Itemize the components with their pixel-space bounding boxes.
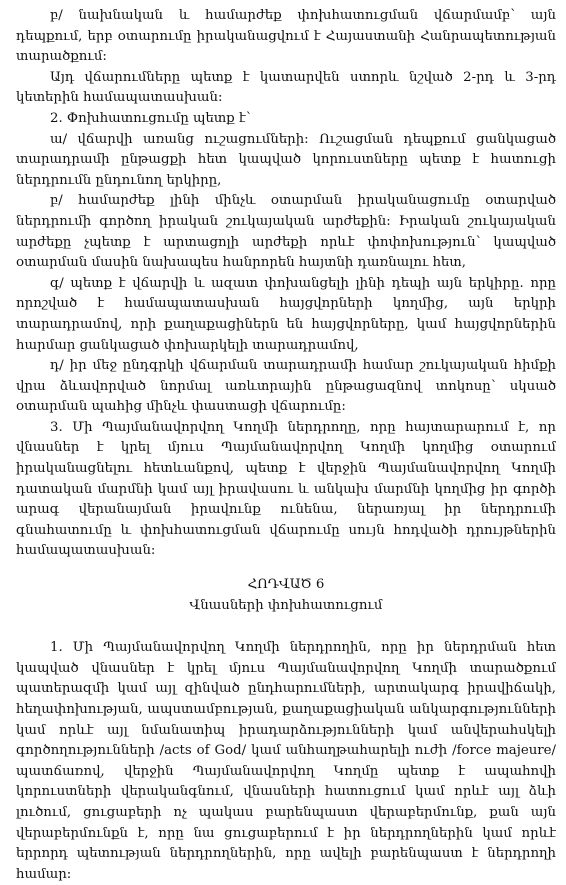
paragraph-2-heading: 2. Փոխհատուցումը պետք է՝ xyxy=(50,110,251,126)
paragraph-payments-clauses: Այդ վճարումները պետք է կատարվեն ստորև նշված 2-րդ և 3-րդ կետերին համապատասխան: xyxy=(16,69,556,106)
paragraph-2d: դ/ իր մեջ ընդգրկի վճարման տարադրամի համար շուկայական հիմքի վրա ձևավորված նորմալ առևտրային ընթացազնով տոկոսը՝ սկսած օտարման պահից մինչև փաստացի վճարումը: xyxy=(16,358,556,415)
paragraph-3: 3. Մի Պայմանավորվող Կողմի ներդրողը, որը հայտարարում է, որ վնասներ է կրել մյուս Պայմանավորվող Կողմի կողմից օտարում իրականացնելու հետևանքով, պետք է վերջին Պայմանավորվող Կողմի դատական մարմնի կամ այլ իրավասու և անկախ մարմնի կողմից իր գործի արագ վերանայման իրավունք ունենա, ներառյալ իր ներդրումի գնահատումը և փոխհատուցման վճարումը սույն հոդվածի դրույթներին համապատասխան: xyxy=(16,419,556,559)
article-subtitle: Վնասների փոխհատուցում xyxy=(189,597,383,613)
paragraph-2b: բ/ համարժեք լինի մինչև օտարման իրականացումը օտարված ներդրումի գործող իրական շուկայական արժեքին: Իրական շուկայական արժեքը չպետք է արտացոլի արժեքի որևէ փոփոխություն՝ կապված օտարման մասին նախապես հանրորեն հայտնի դառնալու հետ, xyxy=(16,193,556,271)
paragraph-2a: ա/ վճարվի առանց ուշացումների: Ուշացման դեպքում ցանկացած տարադրամի ընթացքի հետ կապված կորուստները պետք է հատուցի ներդրումն ընդունող երկիրը, xyxy=(16,131,556,188)
paragraph-article6-1: 1. Մի Պայմանավորվող Կողմի ներդրողին, որը իր ներդրման հետ կապված վնասներ է կրել մյուս Պայմանավորվող Կողմի տարածքում պատերազմի կամ այլ զինված ընդհարումների, արտակարգ իրավիճակի, հեղափոխության, ապստամբության, քաղաքացիական անկարգությունների կամ որևէ այլ նմանատիպ իրադարձությունների կամ անվերահսկելի գործողությունների /acts of God/ կամ անհաղթահարելի ուժի /force majeure/ պատճառով, վերջին Պայմանավորվող Կողմը պետք է ապահովի կորուստների վերականգնում, վնասների հատուցում կամ որևէ այլ ձևի լուծում, ցուցաբերի ոչ պակաս բարենպաստ վերաբերմունք, քան այն վերաբերմունքն է, որը նա ցուցաբերում է իր ներդրողներին կամ որևէ երրորդ պետության ներդրողներին, որը ավելի բարենպաստ է ներդրողի համար: xyxy=(16,640,556,882)
paragraph-2c: գ/ պետք է վճարվի և ազատ փոխանցելի լինի դեպի այն երկիրը. որը որոշված է համապատասխան հայցվորների կողմից, այն երկրի տարադրամով, որի քաղաքացիներն են հայցվորները, կամ հայցվորներին հարմար ցանկացած փոխարկելի տարադրամով, xyxy=(16,275,556,353)
document-page xyxy=(16,6,556,885)
article-title: ՀՈԴՎԱԾ 6 xyxy=(247,577,325,593)
paragraph-1b-compensation: բ/ նախնական և համարժեք փոխհատուցման վճարմամբ՝ այն դեպքում, երբ օտարումը իրականացվում է Հայաստանի Հանրապետության տարածքում: xyxy=(16,8,556,65)
